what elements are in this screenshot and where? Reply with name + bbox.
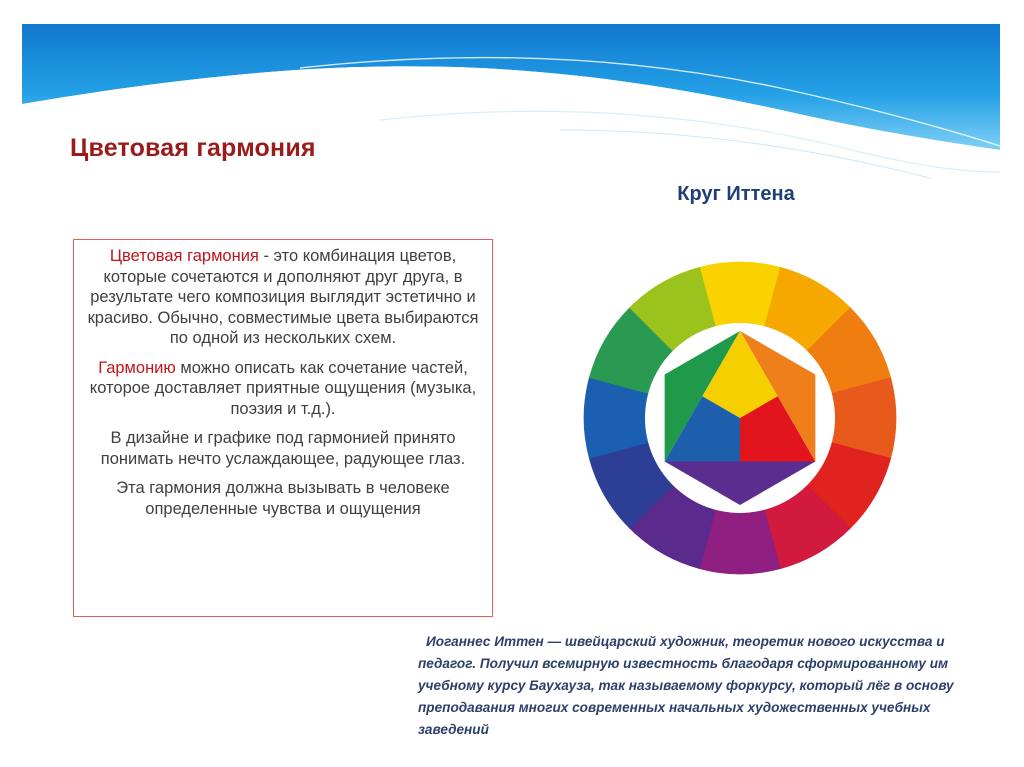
definition-paragraph-3: В дизайне и графике под гармонией принято понимать нечто услаждающее, радующее глаз. (100, 429, 466, 468)
term-harmony: Гармонию (98, 358, 176, 377)
definition-text-1: - это комбинация цветов, которые сочетаются и дополняют друг друга, в результате чего композиция выглядит эстетично и красиво. Обычно, совместимые цвета выбираются по одной из нескольких схем. (87, 247, 479, 347)
slide-title: Цветовая гармония (70, 134, 316, 162)
definition-paragraph-1 (84, 246, 482, 349)
wheel-caption: Круг Иттена (677, 183, 795, 205)
bio-note: Иоганнес Иттен — швейцарский художник, теоретик нового искусства и педагог. Получил всемирную известность благодаря сформированному им учебному курсу Баухауза, так называемому форкурсу, который лёг в основу преподавания многих современных начальных художественных учебных заведений (418, 634, 954, 737)
term-color-harmony: Цветовая гармония (109, 247, 259, 265)
definition-box (73, 239, 493, 617)
itten-color-wheel (576, 254, 904, 582)
definition-paragraph-4: Эта гармония должна вызывать в человеке определенные чувства и ощущения (116, 479, 450, 518)
definition-text-2: можно описать как сочетание частей, которое доставляет приятные ощущения (музыка, поэзия и т.д.). (89, 358, 477, 418)
definition-paragraph-2 (84, 358, 482, 420)
